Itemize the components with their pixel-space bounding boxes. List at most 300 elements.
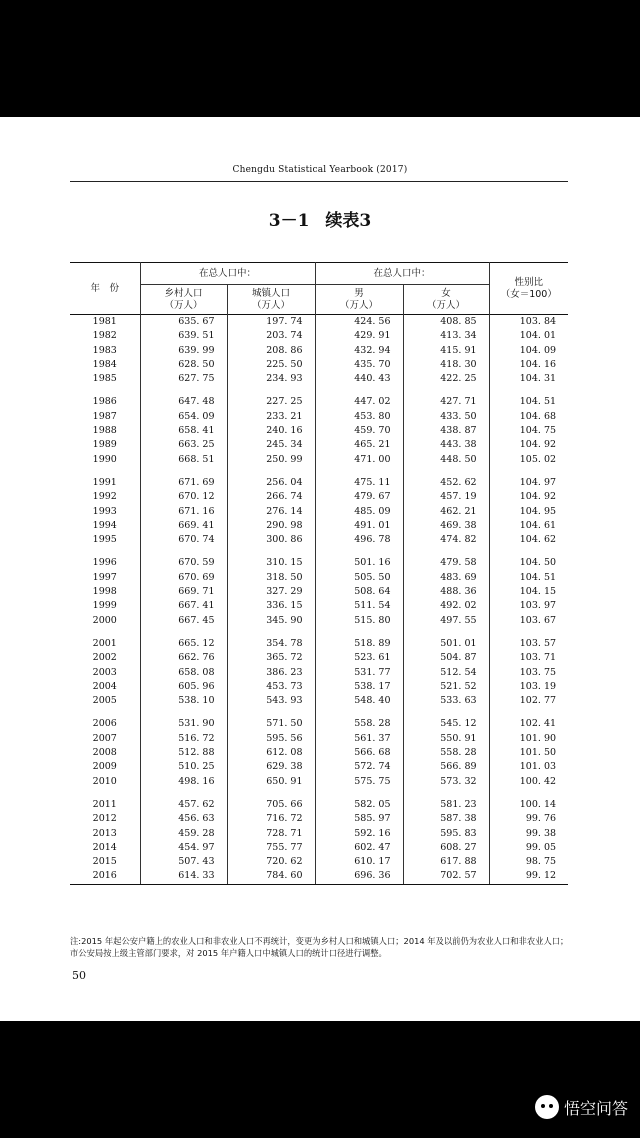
year-cell: 1986 xyxy=(92,396,117,408)
spacer-cell xyxy=(489,708,568,717)
value-cell: 658. 41 xyxy=(140,424,227,438)
value-cell: 318. 50 xyxy=(227,571,315,585)
value-cell: 104. 68 xyxy=(489,410,568,424)
value-cell: 250. 99 xyxy=(227,453,315,467)
table-row xyxy=(70,410,568,424)
footnote-line-2: 市公安局按上级主管部门要求，对 2015 年户籍人口中城镇人口的统计口径进行调整。 xyxy=(70,948,387,958)
spacer-cell xyxy=(489,547,568,556)
spacer-cell xyxy=(489,628,568,637)
group-spacer xyxy=(70,386,568,395)
value-cell: 457. 62 xyxy=(140,798,227,812)
value-cell: 233. 21 xyxy=(227,410,315,424)
value-cell: 716. 72 xyxy=(227,812,315,826)
running-head: Chengdu Statistical Yearbook (2017) xyxy=(232,165,408,175)
spacer-cell xyxy=(140,547,227,556)
value-cell: 573. 32 xyxy=(403,775,489,789)
value-cell: 533. 63 xyxy=(403,694,489,708)
value-cell: 474. 82 xyxy=(403,533,489,547)
table-row xyxy=(70,585,568,599)
spacer-cell xyxy=(140,467,227,476)
table-row xyxy=(70,694,568,708)
year-cell: 1993 xyxy=(92,505,117,517)
value-cell: 104. 15 xyxy=(489,585,568,599)
spacer-cell xyxy=(140,386,227,395)
value-cell: 610. 17 xyxy=(315,855,403,869)
year-cell: 2009 xyxy=(92,761,117,773)
value-cell: 669. 41 xyxy=(140,519,227,533)
value-cell: 234. 93 xyxy=(227,372,315,386)
table-row xyxy=(70,315,568,330)
year-cell: 2004 xyxy=(92,680,117,692)
year-cell: 2016 xyxy=(70,869,140,884)
value-cell: 101. 03 xyxy=(489,760,568,774)
value-cell: 438. 87 xyxy=(403,424,489,438)
spacer-cell xyxy=(315,789,403,798)
year-cell: 1985 xyxy=(92,373,117,385)
table-row xyxy=(70,395,568,409)
year-cell: 1989 xyxy=(92,439,117,451)
value-cell: 627. 75 xyxy=(140,372,227,386)
value-cell: 665. 12 xyxy=(140,637,227,651)
value-cell: 639. 99 xyxy=(140,344,227,358)
group-spacer xyxy=(70,547,568,556)
spacer-cell xyxy=(70,628,140,637)
value-cell: 662. 76 xyxy=(140,651,227,665)
value-cell: 479. 58 xyxy=(403,556,489,570)
value-cell: 104. 92 xyxy=(489,490,568,504)
value-cell: 336. 15 xyxy=(227,599,315,613)
value-cell: 531. 77 xyxy=(315,666,403,680)
value-cell: 300. 86 xyxy=(227,533,315,547)
spacer-cell xyxy=(315,628,403,637)
value-cell: 440. 43 xyxy=(315,372,403,386)
table-row xyxy=(70,344,568,358)
table-row xyxy=(70,841,568,855)
watermark xyxy=(535,1095,628,1119)
value-cell: 705. 66 xyxy=(227,798,315,812)
value-cell: 523. 61 xyxy=(315,651,403,665)
year-cell: 1988 xyxy=(92,425,117,437)
spacer-cell xyxy=(403,628,489,637)
value-cell: 720. 62 xyxy=(227,855,315,869)
value-cell: 105. 02 xyxy=(489,453,568,467)
year-cell: 1990 xyxy=(92,453,117,465)
value-cell: 508. 64 xyxy=(315,585,403,599)
table-row xyxy=(70,651,568,665)
value-cell: 492. 02 xyxy=(403,599,489,613)
value-cell: 595. 83 xyxy=(403,827,489,841)
value-cell: 103. 84 xyxy=(489,315,568,330)
year-cell: 2005 xyxy=(92,695,117,707)
year-cell: 1995 xyxy=(92,534,117,546)
year-cell: 1997 xyxy=(92,571,117,583)
spacer-cell xyxy=(403,789,489,798)
value-cell: 104. 75 xyxy=(489,424,568,438)
year-cell: 2014 xyxy=(92,841,117,853)
value-cell: 497. 55 xyxy=(403,614,489,628)
table-row xyxy=(70,760,568,774)
group-spacer xyxy=(70,708,568,717)
spacer-cell xyxy=(70,467,140,476)
table-body xyxy=(70,315,568,885)
value-cell: 510. 25 xyxy=(140,760,227,774)
value-cell: 103. 67 xyxy=(489,614,568,628)
table-row xyxy=(70,680,568,694)
table-row xyxy=(70,358,568,372)
spacer-cell xyxy=(227,628,315,637)
value-cell: 448. 50 xyxy=(403,453,489,467)
spacer-cell xyxy=(315,708,403,717)
value-cell: 582. 05 xyxy=(315,798,403,812)
spacer-cell xyxy=(70,708,140,717)
spacer-cell xyxy=(140,628,227,637)
value-cell: 103. 19 xyxy=(489,680,568,694)
spacer-cell xyxy=(227,386,315,395)
year-cell: 2010 xyxy=(92,775,117,787)
header-sex-group: 在总人口中： xyxy=(315,263,489,285)
value-cell: 558. 28 xyxy=(403,746,489,760)
table-row xyxy=(70,855,568,869)
value-cell: 479. 67 xyxy=(315,490,403,504)
value-cell: 592. 16 xyxy=(315,827,403,841)
year-cell: 1983 xyxy=(92,344,117,356)
table-row xyxy=(70,599,568,613)
table-row xyxy=(70,746,568,760)
value-cell: 702. 57 xyxy=(403,869,489,884)
value-cell: 462. 21 xyxy=(403,505,489,519)
value-cell: 496. 78 xyxy=(315,533,403,547)
year-cell: 2006 xyxy=(92,718,117,730)
header-male: 男 （万人） xyxy=(315,285,403,315)
value-cell: 424. 56 xyxy=(315,315,403,330)
year-cell: 1992 xyxy=(92,491,117,503)
value-cell: 98. 75 xyxy=(489,855,568,869)
wukong-logo-icon xyxy=(535,1095,559,1119)
value-cell: 650. 91 xyxy=(227,775,315,789)
spacer-cell xyxy=(70,386,140,395)
value-cell: 100. 42 xyxy=(489,775,568,789)
value-cell: 365. 72 xyxy=(227,651,315,665)
value-cell: 628. 50 xyxy=(140,358,227,372)
value-cell: 471. 00 xyxy=(315,453,403,467)
value-cell: 504. 87 xyxy=(403,651,489,665)
table-row xyxy=(70,476,568,490)
value-cell: 197. 74 xyxy=(227,315,315,330)
page-number: 50 xyxy=(72,969,86,982)
spacer-cell xyxy=(227,789,315,798)
value-cell: 103. 97 xyxy=(489,599,568,613)
value-cell: 505. 50 xyxy=(315,571,403,585)
value-cell: 635. 67 xyxy=(140,315,227,330)
value-cell: 566. 89 xyxy=(403,760,489,774)
value-cell: 612. 08 xyxy=(227,746,315,760)
value-cell: 101. 50 xyxy=(489,746,568,760)
spacer-cell xyxy=(403,467,489,476)
document-page xyxy=(0,117,640,1021)
table-row xyxy=(70,798,568,812)
value-cell: 501. 01 xyxy=(403,637,489,651)
value-cell: 102. 41 xyxy=(489,717,568,731)
value-cell: 469. 38 xyxy=(403,519,489,533)
spacer-cell xyxy=(140,789,227,798)
table-title-text: 续表3 xyxy=(325,211,372,231)
group-spacer xyxy=(70,789,568,798)
value-cell: 101. 90 xyxy=(489,732,568,746)
value-cell: 225. 50 xyxy=(227,358,315,372)
value-cell: 203. 74 xyxy=(227,329,315,343)
value-cell: 545. 12 xyxy=(403,717,489,731)
value-cell: 511. 54 xyxy=(315,599,403,613)
value-cell: 104. 16 xyxy=(489,358,568,372)
value-cell: 447. 02 xyxy=(315,395,403,409)
table-row xyxy=(70,329,568,343)
table-row xyxy=(70,869,568,884)
table-title xyxy=(0,206,640,231)
spacer-cell xyxy=(315,547,403,556)
value-cell: 585. 97 xyxy=(315,812,403,826)
table-row xyxy=(70,453,568,467)
value-cell: 501. 16 xyxy=(315,556,403,570)
value-cell: 427. 71 xyxy=(403,395,489,409)
value-cell: 587. 38 xyxy=(403,812,489,826)
header-sex-ratio: 性别比 （女＝100） xyxy=(489,263,568,315)
spacer-cell xyxy=(227,467,315,476)
value-cell: 104. 95 xyxy=(489,505,568,519)
header-female: 女 （万人） xyxy=(403,285,489,315)
table-row xyxy=(70,533,568,547)
value-cell: 208. 86 xyxy=(227,344,315,358)
value-cell: 429. 91 xyxy=(315,329,403,343)
year-cell: 2011 xyxy=(92,798,117,810)
value-cell: 658. 08 xyxy=(140,666,227,680)
spacer-cell xyxy=(403,708,489,717)
table-row xyxy=(70,812,568,826)
value-cell: 755. 77 xyxy=(227,841,315,855)
value-cell: 418. 30 xyxy=(403,358,489,372)
table-row xyxy=(70,827,568,841)
value-cell: 227. 25 xyxy=(227,395,315,409)
value-cell: 459. 70 xyxy=(315,424,403,438)
value-cell: 266. 74 xyxy=(227,490,315,504)
value-cell: 104. 01 xyxy=(489,329,568,343)
value-cell: 561. 37 xyxy=(315,732,403,746)
value-cell: 290. 98 xyxy=(227,519,315,533)
group-spacer xyxy=(70,467,568,476)
spacer-cell xyxy=(140,708,227,717)
value-cell: 670. 12 xyxy=(140,490,227,504)
value-cell: 485. 09 xyxy=(315,505,403,519)
value-cell: 639. 51 xyxy=(140,329,227,343)
value-cell: 104. 92 xyxy=(489,438,568,452)
spacer-cell xyxy=(70,547,140,556)
value-cell: 669. 71 xyxy=(140,585,227,599)
table-row xyxy=(70,372,568,386)
value-cell: 453. 73 xyxy=(227,680,315,694)
value-cell: 99. 12 xyxy=(489,869,568,884)
value-cell: 454. 97 xyxy=(140,841,227,855)
spacer-cell xyxy=(489,386,568,395)
value-cell: 602. 47 xyxy=(315,841,403,855)
value-cell: 354. 78 xyxy=(227,637,315,651)
value-cell: 465. 21 xyxy=(315,438,403,452)
value-cell: 531. 90 xyxy=(140,717,227,731)
table-row xyxy=(70,519,568,533)
value-cell: 647. 48 xyxy=(140,395,227,409)
year-cell: 2003 xyxy=(92,666,117,678)
value-cell: 671. 16 xyxy=(140,505,227,519)
spacer-cell xyxy=(403,547,489,556)
spacer-cell xyxy=(315,467,403,476)
table-row xyxy=(70,614,568,628)
value-cell: 276. 14 xyxy=(227,505,315,519)
year-cell: 2008 xyxy=(92,747,117,759)
value-cell: 512. 88 xyxy=(140,746,227,760)
value-cell: 507. 43 xyxy=(140,855,227,869)
header-year: 年 份 xyxy=(90,282,119,294)
value-cell: 538. 17 xyxy=(315,680,403,694)
value-cell: 104. 62 xyxy=(489,533,568,547)
value-cell: 605. 96 xyxy=(140,680,227,694)
table-row xyxy=(70,571,568,585)
year-cell: 2013 xyxy=(92,827,117,839)
spacer-cell xyxy=(489,467,568,476)
value-cell: 240. 16 xyxy=(227,424,315,438)
year-cell: 1996 xyxy=(92,557,117,569)
year-cell: 1998 xyxy=(92,586,117,598)
table-row xyxy=(70,637,568,651)
year-cell: 1987 xyxy=(92,410,117,422)
value-cell: 595. 56 xyxy=(227,732,315,746)
year-cell: 1999 xyxy=(92,600,117,612)
header-rule xyxy=(70,181,568,182)
value-cell: 256. 04 xyxy=(227,476,315,490)
year-cell: 2000 xyxy=(92,614,117,626)
value-cell: 103. 57 xyxy=(489,637,568,651)
table-row xyxy=(70,505,568,519)
value-cell: 432. 94 xyxy=(315,344,403,358)
value-cell: 245. 34 xyxy=(227,438,315,452)
value-cell: 327. 29 xyxy=(227,585,315,599)
value-cell: 104. 50 xyxy=(489,556,568,570)
spacer-cell xyxy=(403,386,489,395)
value-cell: 521. 52 xyxy=(403,680,489,694)
year-cell: 2002 xyxy=(92,652,117,664)
table-number: 3－1 xyxy=(268,211,310,231)
value-cell: 475. 11 xyxy=(315,476,403,490)
value-cell: 629. 38 xyxy=(227,760,315,774)
table-row xyxy=(70,666,568,680)
value-cell: 408. 85 xyxy=(403,315,489,330)
value-cell: 99. 05 xyxy=(489,841,568,855)
value-cell: 104. 61 xyxy=(489,519,568,533)
group-spacer xyxy=(70,628,568,637)
value-cell: 548. 40 xyxy=(315,694,403,708)
value-cell: 415. 91 xyxy=(403,344,489,358)
table-row xyxy=(70,732,568,746)
value-cell: 663. 25 xyxy=(140,438,227,452)
value-cell: 103. 71 xyxy=(489,651,568,665)
value-cell: 571. 50 xyxy=(227,717,315,731)
spacer-cell xyxy=(227,547,315,556)
header-urban: 城镇人口 （万人） xyxy=(227,285,315,315)
value-cell: 422. 25 xyxy=(403,372,489,386)
value-cell: 491. 01 xyxy=(315,519,403,533)
value-cell: 671. 69 xyxy=(140,476,227,490)
value-cell: 617. 88 xyxy=(403,855,489,869)
table-row xyxy=(70,424,568,438)
value-cell: 104. 51 xyxy=(489,571,568,585)
value-cell: 516. 72 xyxy=(140,732,227,746)
value-cell: 608. 27 xyxy=(403,841,489,855)
year-cell: 2001 xyxy=(92,637,117,649)
value-cell: 558. 28 xyxy=(315,717,403,731)
value-cell: 456. 63 xyxy=(140,812,227,826)
table-row xyxy=(70,490,568,504)
value-cell: 667. 41 xyxy=(140,599,227,613)
value-cell: 784. 60 xyxy=(227,869,315,884)
value-cell: 670. 74 xyxy=(140,533,227,547)
value-cell: 575. 75 xyxy=(315,775,403,789)
value-cell: 345. 90 xyxy=(227,614,315,628)
year-cell: 1991 xyxy=(92,476,117,488)
value-cell: 435. 70 xyxy=(315,358,403,372)
value-cell: 483. 69 xyxy=(403,571,489,585)
value-cell: 498. 16 xyxy=(140,775,227,789)
year-cell: 2007 xyxy=(92,732,117,744)
value-cell: 453. 80 xyxy=(315,410,403,424)
value-cell: 99. 38 xyxy=(489,827,568,841)
value-cell: 386. 23 xyxy=(227,666,315,680)
value-cell: 443. 38 xyxy=(403,438,489,452)
value-cell: 538. 10 xyxy=(140,694,227,708)
year-cell: 1994 xyxy=(92,519,117,531)
value-cell: 433. 50 xyxy=(403,410,489,424)
value-cell: 668. 51 xyxy=(140,453,227,467)
value-cell: 518. 89 xyxy=(315,637,403,651)
value-cell: 550. 91 xyxy=(403,732,489,746)
value-cell: 543. 93 xyxy=(227,694,315,708)
value-cell: 654. 09 xyxy=(140,410,227,424)
value-cell: 696. 36 xyxy=(315,869,403,884)
value-cell: 515. 80 xyxy=(315,614,403,628)
year-cell: 1981 xyxy=(92,316,117,327)
table-row xyxy=(70,438,568,452)
value-cell: 566. 68 xyxy=(315,746,403,760)
spacer-cell xyxy=(227,708,315,717)
spacer-cell xyxy=(489,789,568,798)
value-cell: 614. 33 xyxy=(140,869,227,884)
value-cell: 457. 19 xyxy=(403,490,489,504)
value-cell: 102. 77 xyxy=(489,694,568,708)
value-cell: 104. 09 xyxy=(489,344,568,358)
table-row xyxy=(70,775,568,789)
value-cell: 310. 15 xyxy=(227,556,315,570)
value-cell: 581. 23 xyxy=(403,798,489,812)
spacer-cell xyxy=(315,386,403,395)
header-household-group: 在总人口中： xyxy=(140,263,315,285)
value-cell: 488. 36 xyxy=(403,585,489,599)
value-cell: 100. 14 xyxy=(489,798,568,812)
value-cell: 512. 54 xyxy=(403,666,489,680)
value-cell: 104. 97 xyxy=(489,476,568,490)
value-cell: 104. 51 xyxy=(489,395,568,409)
header-rural: 乡村人口 （万人） xyxy=(140,285,227,315)
year-cell: 1982 xyxy=(92,330,117,342)
value-cell: 670. 59 xyxy=(140,556,227,570)
value-cell: 667. 45 xyxy=(140,614,227,628)
value-cell: 99. 76 xyxy=(489,812,568,826)
value-cell: 103. 75 xyxy=(489,666,568,680)
